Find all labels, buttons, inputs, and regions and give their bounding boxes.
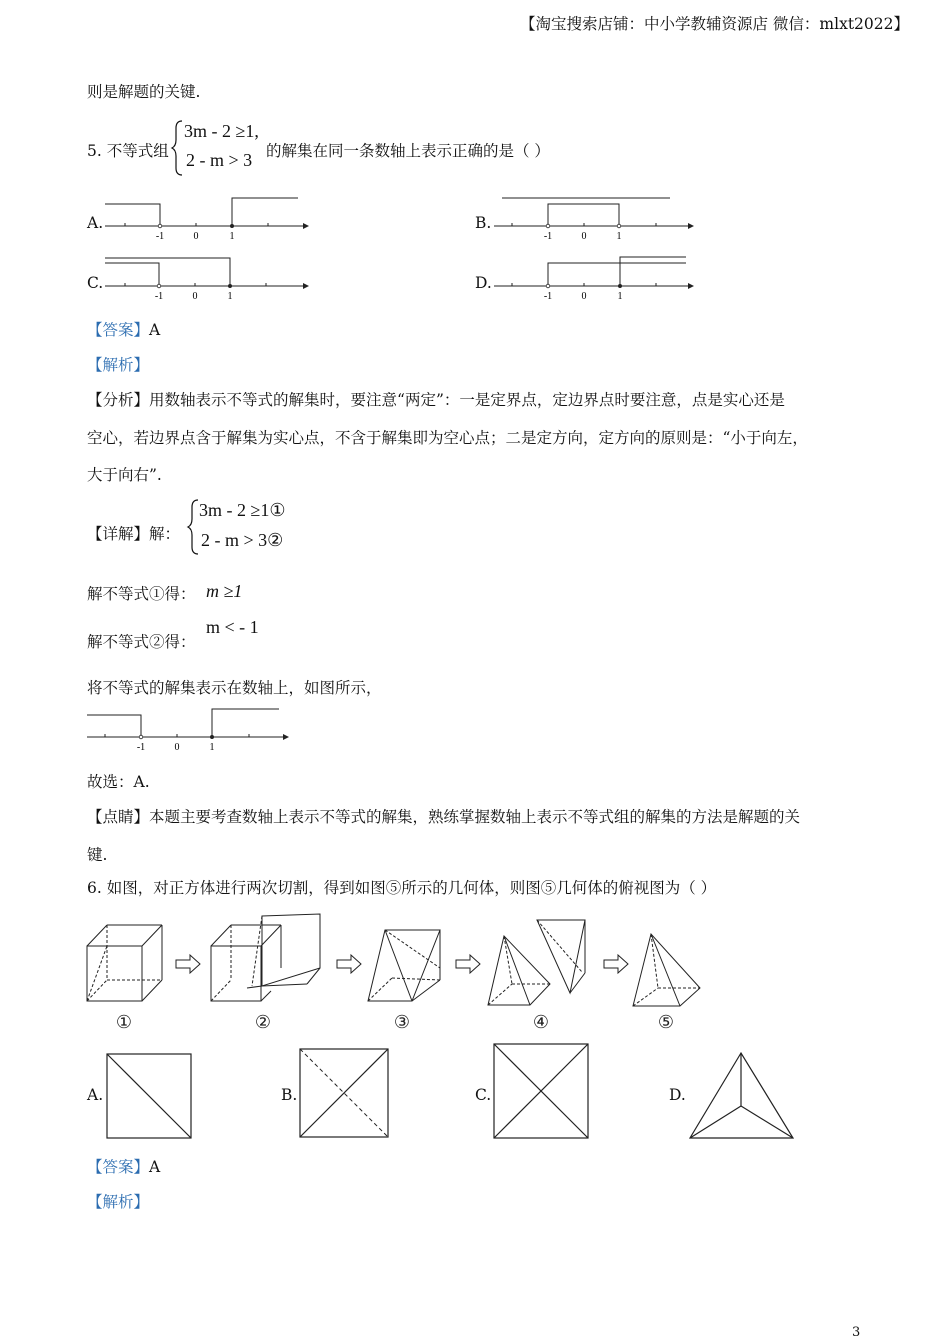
q5-dianjing-line-1	[87, 807, 800, 827]
q6-option-c-figure	[492, 1042, 592, 1142]
q6-cut-sequence-figure	[82, 908, 712, 1038]
q5-option-b-label: B.	[475, 214, 492, 232]
fig-label-4: ④	[532, 1012, 550, 1032]
q5-solve1-result: m ≥1	[206, 581, 243, 601]
q6-analysis-tag: 【解析】	[87, 1193, 150, 1211]
q6-option-c-label: C.	[475, 1086, 492, 1104]
q5-detail-intro	[87, 524, 180, 544]
dianjing-tag: 【点睛】	[87, 808, 150, 826]
q5-option-c-label: C.	[87, 274, 104, 292]
q5-dianjing-line-2: 键.	[87, 846, 108, 864]
continued-line: 则是解题的关键.	[87, 83, 201, 101]
q5-fenxi-line-3: 大于向右”.	[87, 466, 162, 484]
dianjing-text: 本题主要考查数轴上表示不等式的解集，熟练掌握数轴上表示不等式组的解集的方法是解题的关	[149, 808, 801, 826]
detail-jie: 解：	[149, 525, 181, 543]
q5-option-b-numberline	[492, 192, 702, 244]
answer-value: A	[149, 321, 161, 339]
tick-label-1: 1	[616, 231, 622, 242]
answer-value: A	[149, 1158, 161, 1176]
tick-label-1: 1	[209, 742, 215, 753]
page-header: 【淘宝搜索店铺：中小学教辅资源店 微信：mlxt2022】	[520, 15, 910, 33]
q5-option-d-numberline	[492, 250, 702, 304]
q6-option-d-label: D.	[669, 1086, 686, 1104]
q5-solve2-result: m < - 1	[206, 617, 259, 637]
tick-label-0: 0	[192, 291, 198, 302]
q6-option-a-figure	[105, 1052, 195, 1142]
detail-tag: 【详解】	[87, 525, 150, 543]
tick-label-0: 0	[581, 291, 587, 302]
page-number: 3	[852, 1325, 861, 1340]
q5-solve2-label: 解不等式②得：	[87, 633, 196, 651]
answer-tag: 【答案】	[87, 1158, 150, 1176]
q5-show-text: 将不等式的解集表示在数轴上，如图所示，	[87, 679, 382, 697]
q5-option-a-label: A.	[87, 214, 104, 232]
q5-option-d-label: D.	[475, 274, 492, 292]
q5-suffix: 的解集在同一条数轴上表示正确的是（ ）	[266, 142, 550, 160]
tick-label-1: 1	[227, 291, 233, 302]
tick-label-0: 0	[193, 231, 199, 242]
q5-solve1-label: 解不等式①得：	[87, 585, 196, 603]
q5-eq2: 2 - m > 3	[186, 150, 253, 170]
q6-option-b-figure	[298, 1047, 392, 1141]
q5-fenxi-line-2: 空心，若边界点含于解集为实心点，不含于解集即为空心点；二是定方向，定方向的原则是：“小于向左，	[87, 429, 808, 447]
answer-tag: 【答案】	[87, 321, 150, 339]
q5-option-a-numberline	[103, 192, 313, 244]
tick-label-neg1: -1	[155, 231, 165, 242]
q5-answer	[87, 320, 160, 340]
q5-detail-eq1: 3m - 2 ≥1①	[199, 500, 286, 520]
tick-label-1: 1	[617, 291, 623, 302]
fig-label-5: ⑤	[657, 1012, 675, 1032]
fig-label-2: ②	[254, 1012, 272, 1032]
fenxi-text: 用数轴表示不等式的解集时，要注意“两定”：一是定界点，定边界点时要注意，点是实心还是	[149, 391, 785, 409]
fig-label-3: ③	[393, 1012, 411, 1032]
tick-label-neg1: -1	[136, 742, 146, 753]
q5-option-c-numberline	[103, 250, 313, 304]
tick-label-0: 0	[174, 742, 180, 753]
q5-solution-numberline	[85, 702, 300, 756]
q6-answer	[87, 1157, 160, 1177]
q6-question: 6. 如图，对正方体进行两次切割，得到如图⑤所示的几何体，则图⑤几何体的俯视图为（ ）	[87, 879, 717, 897]
q6-option-b-label: B.	[281, 1086, 298, 1104]
q5-detail-eq2: 2 - m > 3②	[201, 530, 284, 550]
tick-label-1: 1	[229, 231, 235, 242]
q5-eq1: 3m - 2 ≥1,	[184, 121, 259, 141]
tick-label-0: 0	[581, 231, 587, 242]
q6-option-a-label: A.	[87, 1086, 104, 1104]
q5-fenxi-line-1	[87, 390, 785, 410]
tick-label-neg1: -1	[154, 291, 164, 302]
q5-choose: 故选：A.	[87, 773, 150, 791]
q6-option-d-figure	[686, 1050, 798, 1142]
tick-label-neg1: -1	[543, 231, 553, 242]
fenxi-tag: 【分析】	[87, 391, 150, 409]
tick-label-neg1: -1	[543, 291, 553, 302]
q5-analysis-tag: 【解析】	[87, 356, 150, 374]
fig-label-1: ①	[115, 1012, 133, 1032]
q5-prefix: 5. 不等式组	[87, 142, 169, 160]
